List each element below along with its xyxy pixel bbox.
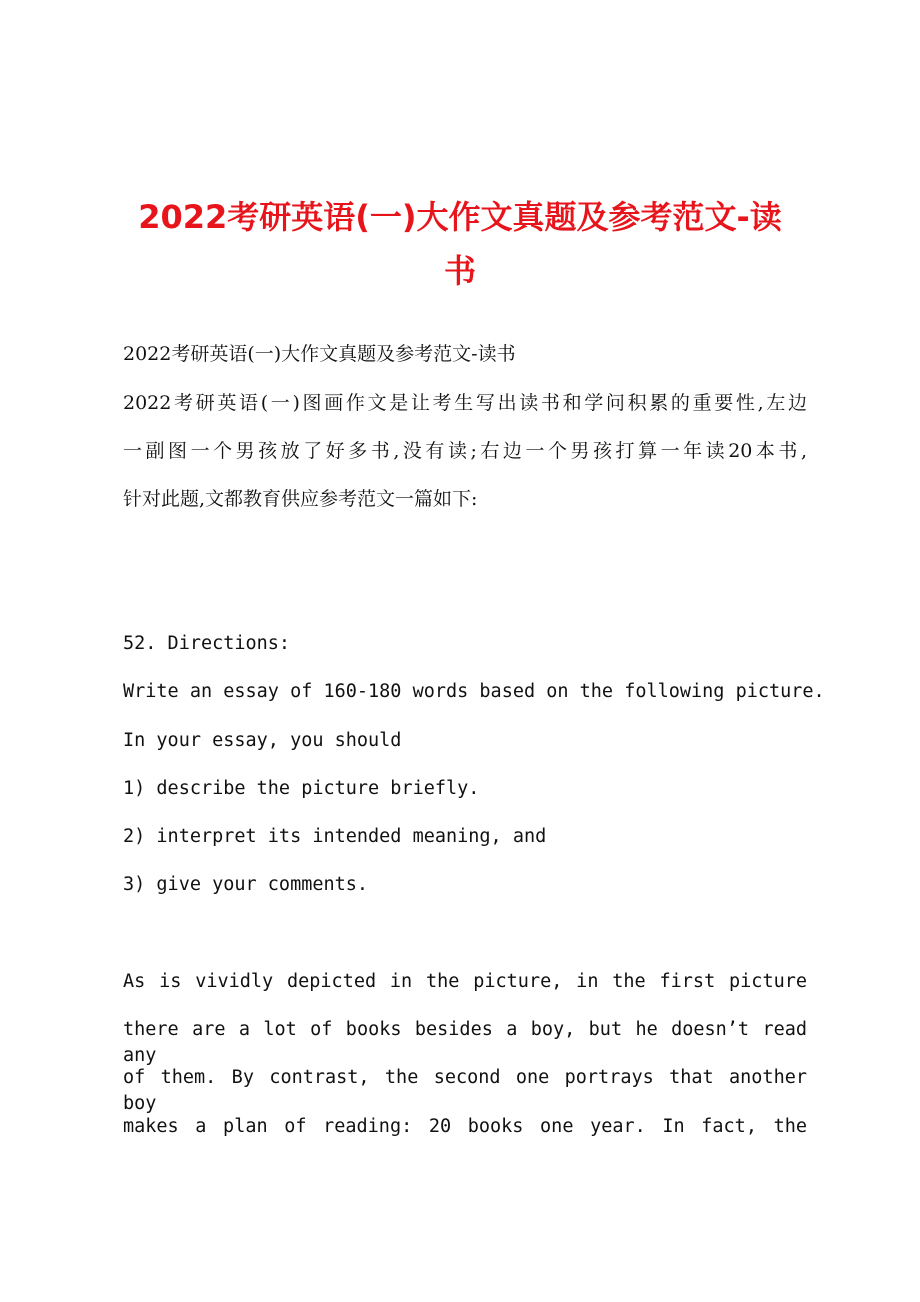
title-line-2: 书 [443,252,476,290]
directions-item-2: 2) interpret its intended meaning, and [123,826,547,847]
essay-line-3: of them. By contrast, the second one portrays that another boy [123,1067,807,1114]
directions-line-1: Write an essay of 160-180 words based on the following picture. [123,681,825,702]
essay-line-2: there are a lot of books besides a boy, but he doesn’t read any [123,1019,807,1066]
directions-line-2: In your essay, you should [123,730,402,751]
title-line-1: 2022考研英语(一)大作文真题及参考范文-读 [138,198,782,236]
intro-line-2: 一副图一个男孩放了好多书,没有读;右边一个男孩打算一年读20本书, [123,440,807,462]
essay-line-4: makes a plan of reading: 20 books one year. In fact, the [123,1116,807,1137]
essay-line-1: As is vividly depicted in the picture, in the first picture [123,971,807,992]
directions-item-3: 3) give your comments. [123,874,369,895]
intro-line-3: 针对此题,文都教育供应参考范文一篇如下: [123,488,478,510]
intro-heading: 2022考研英语(一)大作文真题及参考范文-读书 [123,343,516,365]
directions-item-1: 1) describe the picture briefly. [123,778,480,799]
intro-line-1: 2022考研英语(一)图画作文是让考生写出读书和学问积累的重要性,左边 [123,392,807,414]
directions-label: 52. Directions: [123,633,291,654]
document-title [110,190,810,298]
